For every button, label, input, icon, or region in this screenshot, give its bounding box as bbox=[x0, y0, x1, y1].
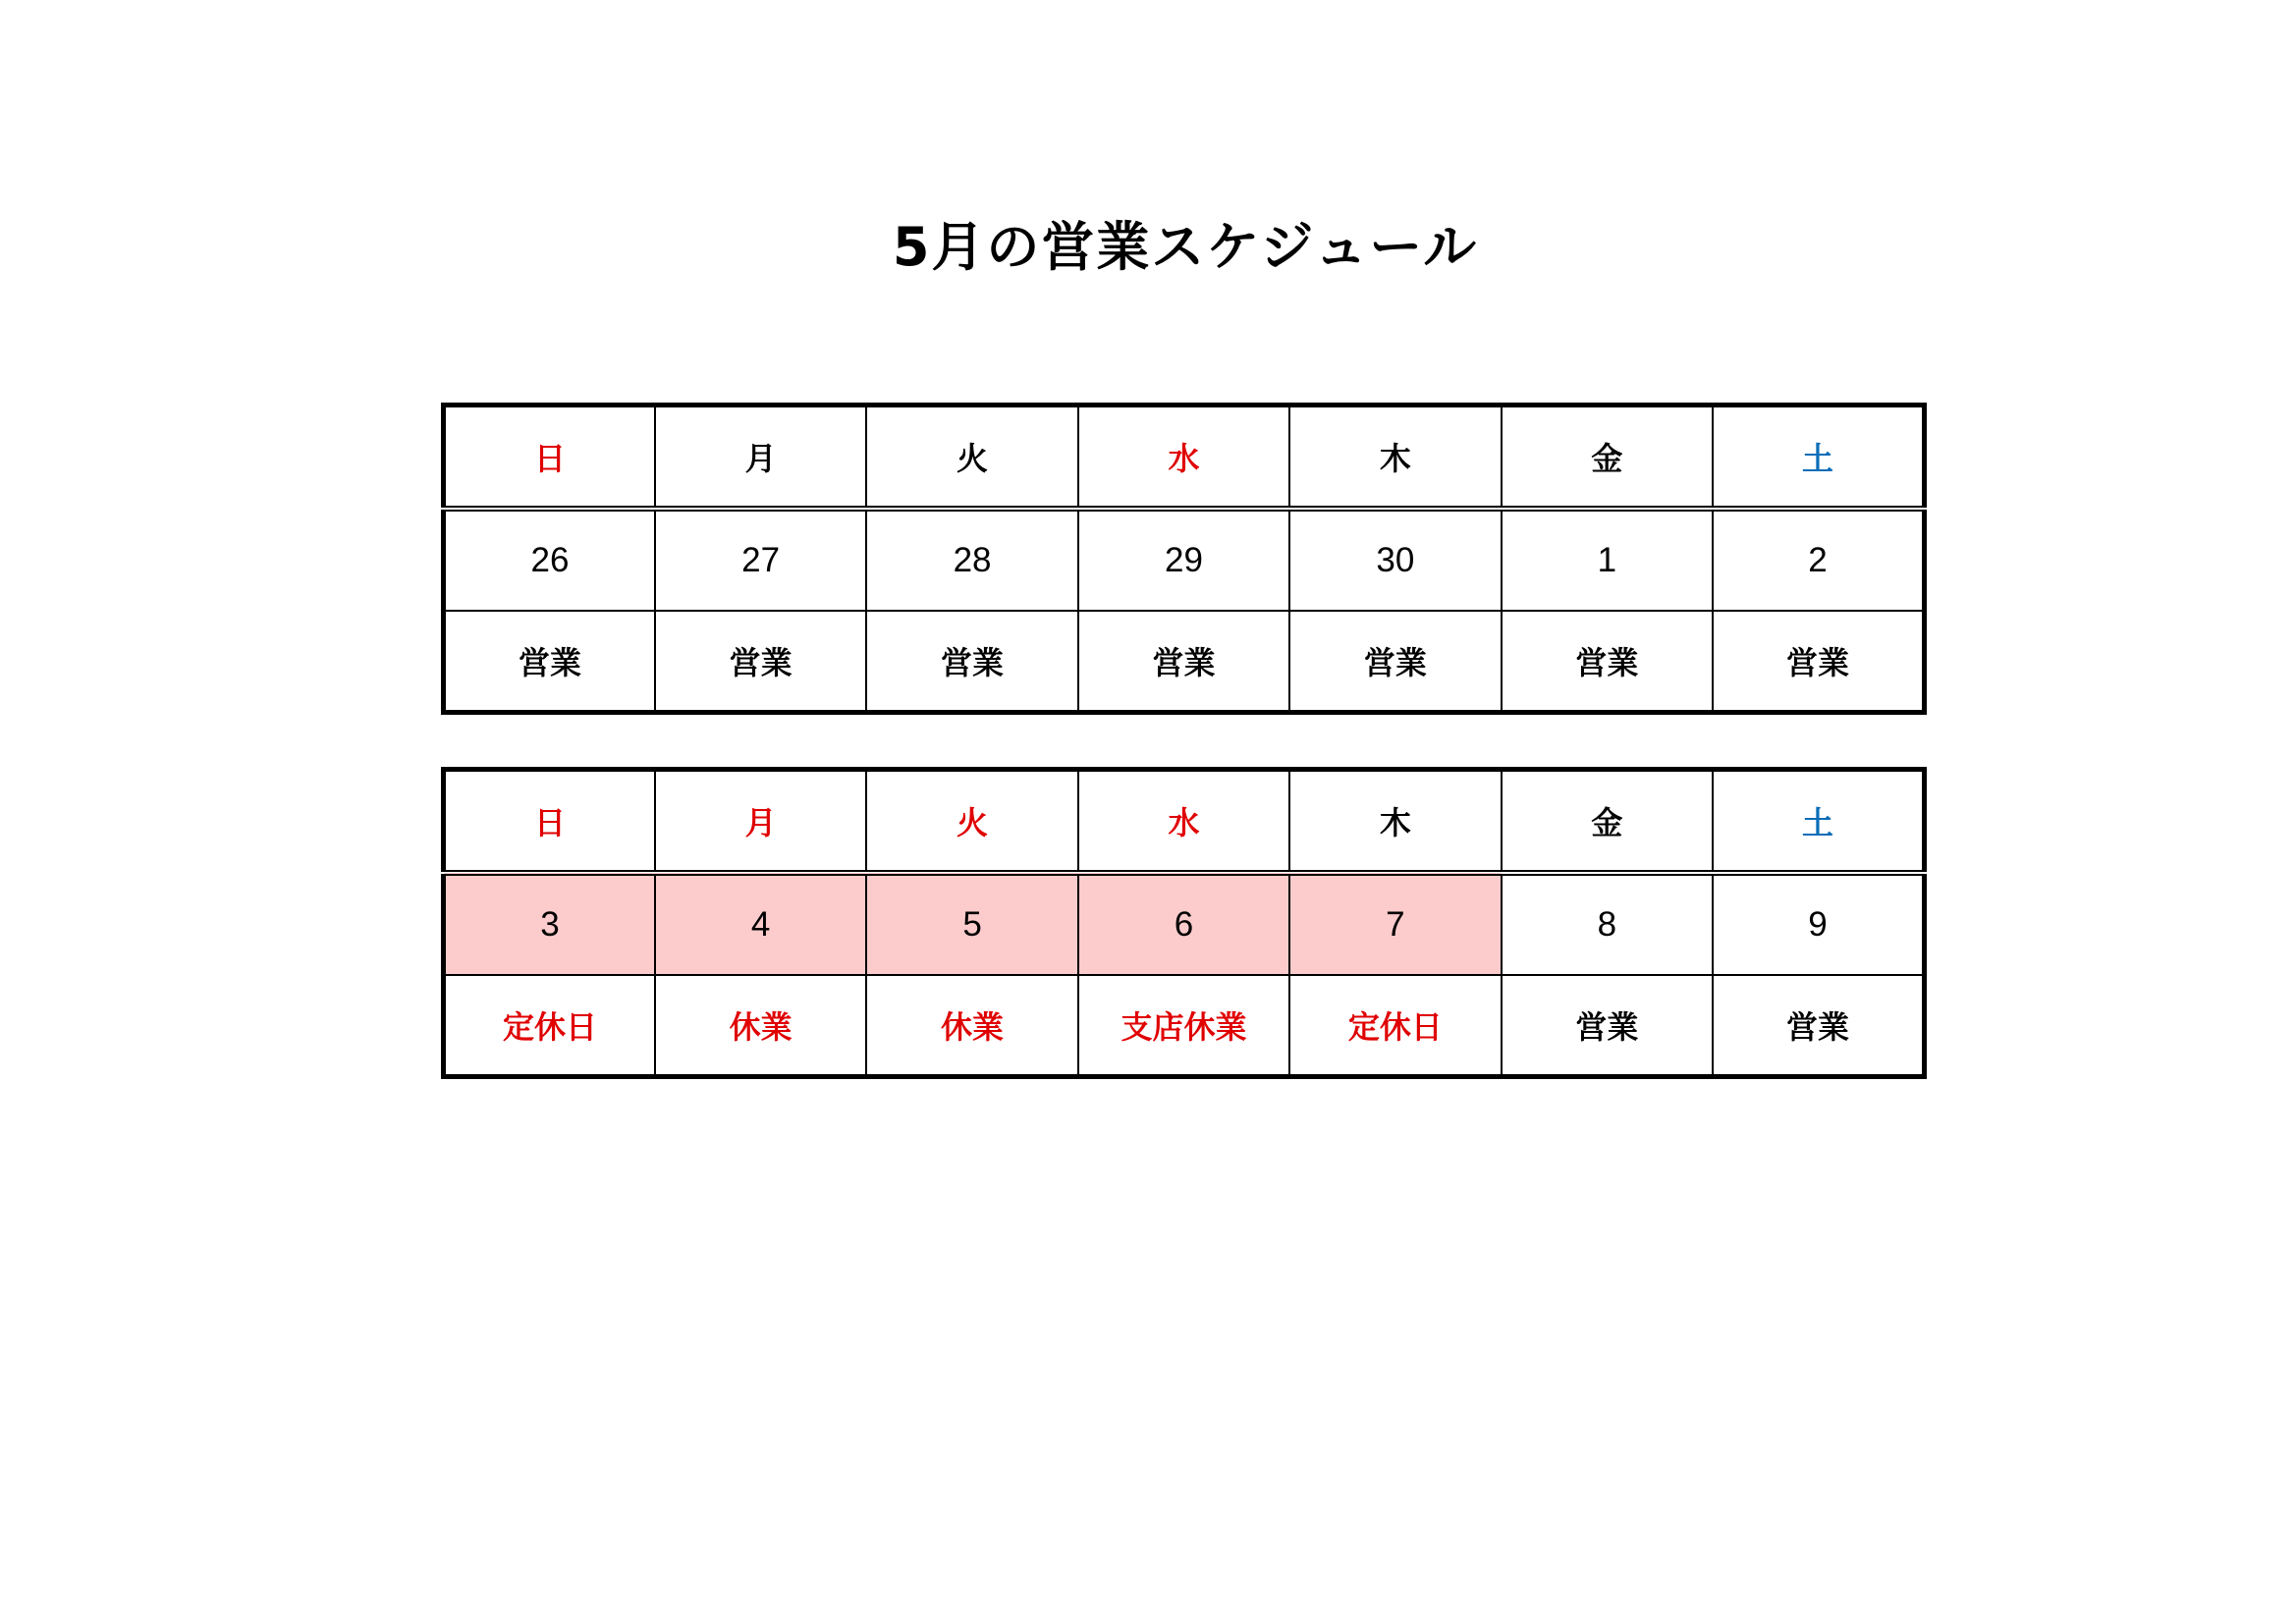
weekday-row bbox=[444, 406, 1925, 510]
status-cell: 営業 bbox=[1713, 611, 1924, 713]
status-cell: 営業 bbox=[655, 611, 866, 713]
date-cell: 4 bbox=[655, 873, 866, 975]
week-table-1 bbox=[441, 403, 1927, 715]
weekday-cell: 月 bbox=[655, 406, 866, 510]
weekday-cell: 火 bbox=[866, 770, 1077, 874]
weekday-cell: 金 bbox=[1502, 770, 1713, 874]
weekday-cell: 日 bbox=[444, 406, 655, 510]
status-cell: 営業 bbox=[1502, 975, 1713, 1077]
status-cell: 休業 bbox=[866, 975, 1077, 1077]
weekday-cell: 土 bbox=[1713, 770, 1924, 874]
page-title: 5月の営業スケジュール bbox=[892, 216, 1479, 278]
weekday-cell: 月 bbox=[655, 770, 866, 874]
date-row bbox=[444, 509, 1925, 611]
status-cell: 定休日 bbox=[444, 975, 655, 1077]
status-cell: 定休日 bbox=[1289, 975, 1501, 1077]
weekday-cell: 木 bbox=[1289, 770, 1501, 874]
weekday-cell: 日 bbox=[444, 770, 655, 874]
weekday-row bbox=[444, 770, 1925, 874]
status-cell: 営業 bbox=[1713, 975, 1924, 1077]
date-cell: 26 bbox=[444, 509, 655, 611]
date-cell: 8 bbox=[1502, 873, 1713, 975]
date-cell: 7 bbox=[1289, 873, 1501, 975]
date-cell: 29 bbox=[1078, 509, 1289, 611]
weekday-cell: 火 bbox=[866, 406, 1077, 510]
date-cell: 9 bbox=[1713, 873, 1924, 975]
date-cell: 27 bbox=[655, 509, 866, 611]
weekday-cell: 水 bbox=[1078, 406, 1289, 510]
status-cell: 営業 bbox=[866, 611, 1077, 713]
date-cell: 2 bbox=[1713, 509, 1924, 611]
weekday-cell: 水 bbox=[1078, 770, 1289, 874]
status-row bbox=[444, 611, 1925, 713]
weekday-cell: 土 bbox=[1713, 406, 1924, 510]
date-cell: 5 bbox=[866, 873, 1077, 975]
date-cell: 30 bbox=[1289, 509, 1501, 611]
week-table-2 bbox=[441, 767, 1927, 1079]
date-row bbox=[444, 873, 1925, 975]
status-cell: 営業 bbox=[1502, 611, 1713, 713]
status-cell: 営業 bbox=[1289, 611, 1501, 713]
date-cell: 28 bbox=[866, 509, 1077, 611]
status-cell: 営業 bbox=[1078, 611, 1289, 713]
weekday-cell: 木 bbox=[1289, 406, 1501, 510]
date-cell: 1 bbox=[1502, 509, 1713, 611]
status-cell: 休業 bbox=[655, 975, 866, 1077]
date-cell: 3 bbox=[444, 873, 655, 975]
status-row bbox=[444, 975, 1925, 1077]
weekday-cell: 金 bbox=[1502, 406, 1713, 510]
status-cell: 営業 bbox=[444, 611, 655, 713]
date-cell: 6 bbox=[1078, 873, 1289, 975]
status-cell: 支店休業 bbox=[1078, 975, 1289, 1077]
